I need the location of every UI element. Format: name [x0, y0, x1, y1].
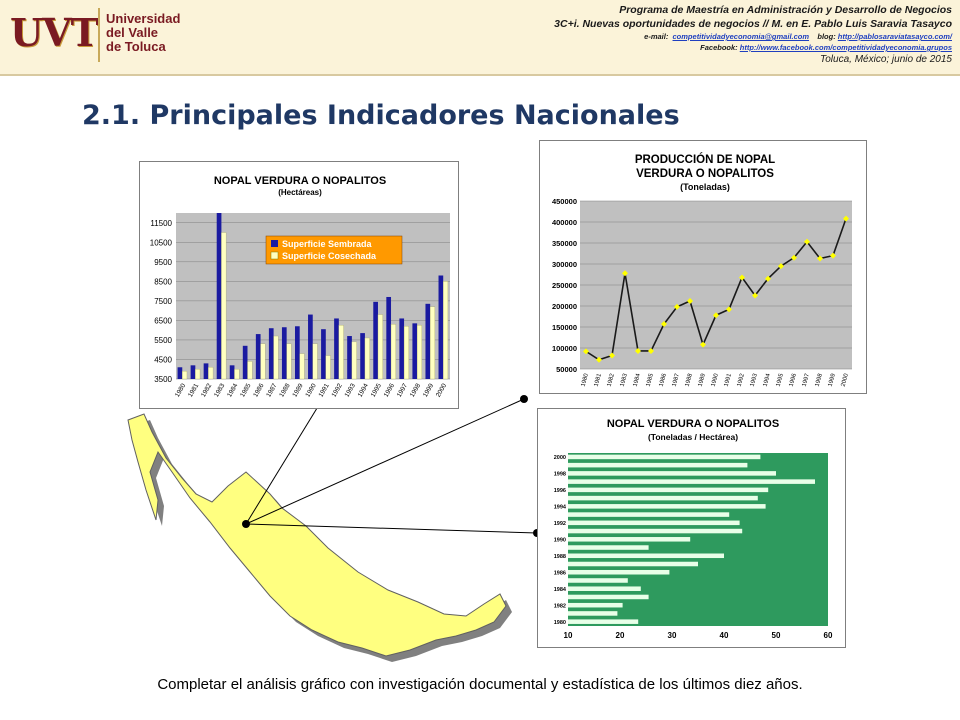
connector-to-production-chart	[246, 399, 524, 524]
x-tick-label: 1990	[304, 382, 318, 399]
bar-sown	[425, 304, 430, 379]
area-chart	[140, 162, 458, 408]
bar-harvested	[352, 342, 357, 379]
chart-title-line2: VERDURA O NOPALITOS	[636, 168, 774, 180]
x-tick-label: 1998	[408, 382, 423, 399]
y-tick-label: 400000	[551, 218, 577, 227]
bar-sown	[282, 327, 287, 379]
bar-sown	[230, 365, 235, 379]
bar-harvested	[365, 338, 370, 379]
bar-sown	[308, 315, 313, 379]
bar-harvested	[391, 324, 396, 379]
bar-sown	[386, 297, 391, 379]
y-tick-label: 10500	[149, 238, 172, 248]
y-tick-label: 1982	[553, 603, 566, 610]
bar-sown	[269, 328, 274, 379]
bar	[568, 562, 698, 567]
x-tick-label: 1985	[645, 372, 655, 388]
slide-caption: Completar el análisis gráfico con investigación documental y estadística de los últimos diez años.	[157, 676, 803, 693]
bar	[568, 619, 638, 624]
bar-sown	[256, 334, 261, 379]
bar-harvested	[339, 325, 344, 379]
bar-harvested	[195, 369, 200, 379]
bar-sown	[399, 318, 404, 379]
x-tick-label: 1996	[382, 382, 397, 399]
y-tick-label: 50000	[556, 365, 577, 374]
bar-harvested	[417, 325, 422, 379]
x-tick-label: 1990	[710, 372, 720, 388]
bar	[568, 554, 724, 559]
x-tick-label: 1987	[265, 382, 279, 399]
x-tick-label: 20	[615, 631, 625, 640]
bar-harvested	[182, 371, 187, 379]
y-tick-label: 150000	[551, 323, 577, 332]
logo-mark: UVT	[10, 10, 98, 55]
x-tick-label: 1995	[775, 372, 785, 388]
place-date: Toluca, México; junio de 2015	[820, 54, 952, 65]
y-tick-label: 1988	[553, 554, 566, 561]
bar	[568, 603, 623, 608]
y-tick-label: 5500	[154, 335, 172, 345]
bar-sown	[373, 302, 378, 379]
x-tick-label: 1993	[343, 382, 357, 399]
bar-sown	[334, 318, 339, 379]
chart-title: NOPAL VERDURA O NOPALITOS	[606, 418, 780, 430]
x-tick-label: 1999	[827, 372, 837, 388]
y-tick-label: 200000	[551, 302, 577, 311]
x-tick-label: 1991	[317, 382, 331, 399]
x-tick-label: 50	[771, 631, 781, 640]
x-tick-label: 60	[823, 631, 833, 640]
x-tick-label: 1997	[395, 382, 410, 399]
x-tick-label: 2000	[434, 382, 449, 399]
y-tick-label: 1996	[553, 488, 566, 495]
chart-title: NOPAL VERDURA O NOPALITOS	[213, 175, 387, 187]
x-tick-label: 1980	[580, 372, 590, 388]
bar	[568, 529, 742, 534]
legend-swatch-harvested	[271, 252, 278, 259]
bar-sown	[321, 329, 326, 379]
course-line: 3C+i. Nuevas oportunidades de negocios // M. en E. Pablo Luis Saravia Tasayco	[554, 18, 952, 30]
x-tick-label: 1982	[200, 382, 214, 399]
bar	[568, 578, 628, 583]
x-tick-label: 1981	[593, 372, 603, 388]
x-tick-label: 1989	[697, 372, 707, 388]
x-tick-label: 10	[563, 631, 573, 640]
x-tick-label: 1996	[788, 372, 798, 388]
x-tick-label: 1993	[749, 372, 759, 388]
program-line: Programa de Maestría en Administración y Desarrollo de Negocios	[619, 4, 952, 16]
bar-sown	[191, 365, 196, 379]
bar-harvested	[248, 361, 253, 379]
x-tick-label: 30	[667, 631, 677, 640]
yield-chart	[538, 409, 845, 647]
x-tick-label: 2000	[840, 372, 850, 388]
x-tick-label: 1987	[671, 372, 681, 388]
facebook-line: Facebook: http://www.facebook.com/competitividadyeconomia.grupos	[700, 43, 952, 52]
bar-sown	[217, 213, 222, 379]
connector-origin-dot	[242, 520, 250, 528]
bar	[568, 463, 747, 468]
y-tick-label: 11500	[150, 218, 172, 228]
facebook-link[interactable]: http://www.facebook.com/competitividadyeconomia.grupos	[739, 43, 952, 52]
connector-dot-production	[520, 395, 528, 403]
bar-harvested	[287, 344, 292, 379]
x-tick-label: 1986	[252, 382, 266, 399]
chart-title-line1: PRODUCCIÓN DE NOPAL	[634, 154, 776, 166]
y-tick-label: 1986	[553, 570, 566, 577]
y-tick-label: 4500	[154, 355, 172, 365]
chart-subtitle: (Toneladas)	[680, 182, 730, 192]
bar	[568, 512, 729, 517]
bar-harvested	[208, 367, 213, 379]
bar-harvested	[221, 233, 226, 379]
bar-harvested	[261, 344, 266, 379]
production-chart	[540, 141, 866, 393]
bar-sown	[243, 346, 248, 379]
bar	[568, 496, 758, 501]
legend-label-harvested: Superficie Cosechada	[282, 251, 377, 261]
y-tick-label: 450000	[551, 197, 577, 206]
legend	[266, 236, 402, 264]
bar	[568, 545, 649, 550]
bar	[568, 586, 641, 591]
bar-harvested	[430, 307, 435, 379]
x-tick-label: 1992	[736, 372, 746, 388]
bar	[568, 471, 776, 476]
contact-line: e-mail: competitividadyeconomia@gmail.com blog: http://pablosaraviatasayco.com/	[644, 32, 952, 41]
chart-subtitle: (Toneladas / Hectárea)	[647, 432, 739, 442]
x-tick-label: 1995	[369, 382, 383, 399]
legend-label-sown: Superficie Sembrada	[282, 239, 372, 249]
bar-harvested	[404, 326, 409, 379]
y-tick-label: 6500	[154, 316, 172, 326]
y-tick-label: 9500	[154, 257, 172, 267]
area-chart-panel	[139, 161, 459, 409]
x-tick-label: 1991	[723, 372, 733, 388]
y-tick-label: 350000	[551, 239, 577, 248]
email-link[interactable]: competitividadyeconomia@gmail.com	[672, 32, 810, 41]
bar-harvested	[300, 354, 305, 379]
production-chart-panel	[539, 140, 867, 394]
x-tick-label: 1985	[239, 382, 253, 399]
x-tick-label: 1997	[801, 372, 811, 388]
bar-harvested	[443, 281, 448, 379]
x-tick-label: 1984	[226, 382, 240, 399]
x-tick-label: 40	[719, 631, 729, 640]
y-tick-label: 7500	[154, 296, 172, 306]
yield-chart-panel	[537, 408, 846, 648]
x-tick-label: 1994	[356, 382, 370, 399]
chart-subtitle: (Hectáreas)	[278, 188, 322, 197]
x-tick-label: 1984	[632, 372, 642, 388]
y-tick-label: 1994	[553, 504, 566, 511]
x-tick-label: 1982	[606, 372, 616, 388]
x-tick-label: 1980	[173, 382, 188, 399]
x-tick-label: 1999	[421, 382, 436, 399]
bar-harvested	[326, 356, 331, 379]
y-tick-label: 2000	[553, 455, 566, 462]
y-tick-label: 3500	[154, 375, 172, 384]
bar	[568, 537, 690, 542]
y-tick-label: 100000	[551, 344, 577, 353]
bar-sown	[295, 326, 300, 379]
bar-sown	[347, 336, 352, 379]
bar-harvested	[313, 344, 318, 379]
y-tick-label: 250000	[551, 281, 577, 290]
x-tick-label: 1992	[330, 382, 344, 399]
bar-sown	[178, 367, 183, 379]
y-tick-label: 1984	[553, 586, 566, 593]
y-tick-label: 1998	[553, 471, 566, 478]
bar-sown	[360, 333, 365, 379]
x-tick-label: 1983	[213, 382, 227, 399]
x-tick-label: 1998	[814, 372, 824, 388]
bar-sown	[204, 363, 209, 379]
bar	[568, 479, 815, 484]
bar-harvested	[274, 336, 279, 379]
slide-title: 2.1. Principales Indicadores Nacionales	[82, 100, 680, 131]
x-tick-label: 1989	[291, 382, 305, 399]
bar	[568, 611, 617, 616]
bar	[568, 455, 760, 460]
x-tick-label: 1988	[278, 382, 292, 399]
x-tick-label: 1986	[658, 372, 668, 388]
x-tick-label: 1994	[762, 372, 772, 388]
y-tick-label: 1990	[553, 537, 566, 544]
legend-swatch-sown	[271, 240, 278, 247]
x-tick-label: 1981	[187, 382, 201, 399]
logo-name: Universidad del Valle de Toluca	[106, 11, 181, 54]
bar	[568, 488, 768, 493]
y-tick-label: 300000	[551, 260, 577, 269]
x-tick-label: 1988	[684, 372, 694, 388]
blog-link[interactable]: http://pablosaraviatasayco.com/	[837, 32, 952, 41]
y-tick-label: 1992	[553, 521, 566, 528]
x-tick-label: 1983	[619, 372, 629, 388]
bar-harvested	[378, 315, 383, 379]
bar-sown	[412, 323, 417, 379]
mexico-map	[128, 414, 512, 662]
bar	[568, 521, 740, 526]
y-tick-label: 8500	[154, 277, 172, 287]
connector-to-area-chart	[246, 400, 322, 524]
bar	[568, 595, 649, 600]
bar	[568, 504, 766, 509]
bar-sown	[439, 275, 444, 379]
bar	[568, 570, 669, 575]
y-tick-label: 1980	[553, 619, 566, 626]
mexico-map-land	[128, 414, 506, 656]
bar-harvested	[234, 369, 239, 379]
